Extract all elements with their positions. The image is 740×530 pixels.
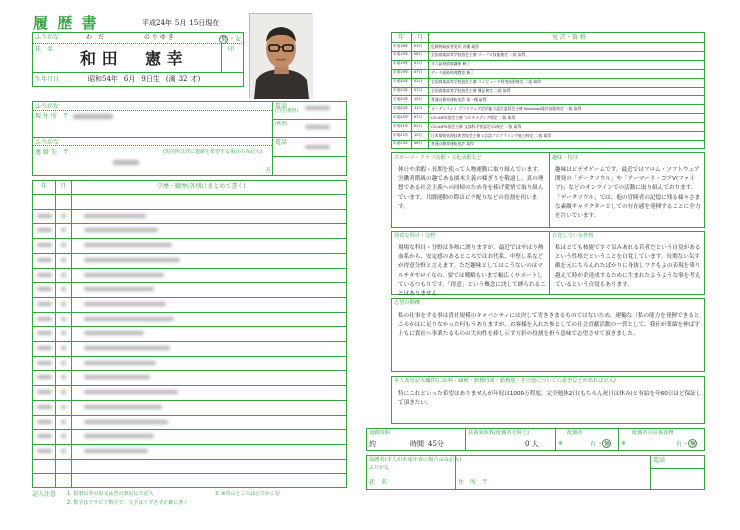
history-row-line xyxy=(32,326,347,327)
history-year-redacted xyxy=(37,405,52,409)
direction-label: 方 xyxy=(265,167,272,174)
phone-redacted-2 xyxy=(305,125,330,129)
license-header-year: 年 xyxy=(398,34,405,41)
date-day-label: 日現在 xyxy=(198,19,220,27)
license-month: 06月 xyxy=(414,141,423,146)
license-text: CG-ARTS協会主催 マルチメディア検定 二級 取得 xyxy=(431,114,516,120)
contact-note: (現住所以外に連絡を希望する場合のみ記入) xyxy=(163,149,262,155)
history-row-line xyxy=(32,223,347,224)
license-month: 03月 xyxy=(414,43,423,48)
license-row-line xyxy=(391,42,705,43)
sports-label: スポーツ・クラブ活動・文化活動など xyxy=(394,155,482,161)
commute-label: 通勤時間 xyxy=(369,430,390,436)
date-year: 24 xyxy=(156,19,165,27)
history-content-redacted xyxy=(84,346,170,350)
name-surname: 和 田 xyxy=(80,49,118,68)
history-year-redacted xyxy=(37,302,52,306)
gender-male: 男 xyxy=(221,36,228,43)
history-content-redacted xyxy=(84,434,154,438)
license-text: 日本情報処理技術者協会主催 C言語プログラミング能力検定 二級 取得 xyxy=(431,132,552,138)
history-content-redacted xyxy=(84,331,144,335)
license-year: 平成20年 xyxy=(393,79,409,84)
license-month: 07月 xyxy=(414,114,423,119)
birth-year-label: 年 xyxy=(110,75,118,83)
history-content-redacted xyxy=(84,302,166,306)
history-month-redacted xyxy=(61,273,66,277)
birth-era: 昭和 xyxy=(88,75,102,83)
history-row-line xyxy=(32,238,347,239)
document-date xyxy=(142,18,219,28)
guardian-furigana-label: ふりがな xyxy=(369,465,390,471)
license-month: 07月 xyxy=(414,61,423,66)
obligation-mark: ※ xyxy=(621,440,627,447)
history-row-line xyxy=(32,253,347,254)
license-year: 平成20年 xyxy=(393,114,409,119)
commute-prefix: 約 xyxy=(369,440,376,448)
license-text: 全国商業高等学校協会主催 ワープロ技能検定 二級 取得 xyxy=(431,52,526,58)
motivation-text: 私の仕事をする事は貴社規模のキャパシティには決して劣ききまるものではないため、運輸な（私の能力を発揮できるところかはに足りなかった何もうありますが、お客様を入れた参としての社会貢献活動の一貫として、我社が業績を伸ばす上もに貴社へ事業たるものの大向性を捧し示す方針の役割を担う意味で志望させて頂きました。 xyxy=(398,313,700,338)
phone-redacted-1 xyxy=(305,106,330,110)
history-month-redacted xyxy=(61,390,66,394)
history-header-month: 月 xyxy=(60,183,67,190)
history-row-line xyxy=(32,268,347,269)
name-given: 憲 幸 xyxy=(145,49,183,68)
history-content-redacted xyxy=(84,420,168,424)
history-month-redacted xyxy=(61,420,66,424)
history-content-redacted xyxy=(84,317,174,321)
history-row-line xyxy=(32,444,347,445)
history-row-line xyxy=(32,312,347,313)
history-content-redacted xyxy=(84,405,162,409)
history-month-redacted xyxy=(61,405,66,409)
obligation-no: 無 xyxy=(690,441,697,448)
contact-furigana-label: ふりがな xyxy=(35,139,60,146)
history-row-line xyxy=(32,385,347,386)
contact-phone-label: 電話 xyxy=(275,139,288,146)
hobby-text: 趣味はビデオゲームです。最近ではフロム・ソフトウェア開発の「デークソウル」や「アーマード・コアV(ファイブ)」などのオンラインでの活動に取り組んでおります。「デークソウル」では、他の冒険者の記憶に残る様々さまな素敵キャラクターとしての存在感を発揮することに全力を注いでいます。 xyxy=(555,167,701,220)
commute-minutes-label: 分 xyxy=(436,440,444,448)
sports-text: 休日や余暇・長期を使って人物運動に取り組んでいます。労働者階級の趣である園木主義の様ぎりを敬遠し、真の理想である社会主義への回帰のため身を捧げ愛情で取り組んでいます。共闘運動の際はビラ配りなどの役割を担います。 xyxy=(398,167,544,210)
date-era: 平成 xyxy=(142,19,156,27)
license-month: 02月 xyxy=(414,79,423,84)
resume-title: 履 歴 書 xyxy=(33,14,99,32)
license-year: 平成20年 xyxy=(393,105,409,110)
history-month-redacted xyxy=(61,346,66,350)
history-year-redacted xyxy=(37,375,52,379)
hobby-label: 趣味・特技 xyxy=(552,155,578,161)
history-year-redacted xyxy=(37,390,52,394)
license-text: 危険物取扱者免状 丙種 取得 xyxy=(431,43,479,49)
history-year-redacted xyxy=(37,420,52,424)
license-header-content: 免 許・資 格 xyxy=(552,34,586,41)
phone-sub-label: (自宅/携帯) xyxy=(275,109,299,114)
history-month-redacted xyxy=(61,258,66,262)
birth-label: 生年月日 xyxy=(35,76,60,83)
history-month-redacted xyxy=(61,317,66,321)
mobile-sub-label: (携帯) xyxy=(275,122,288,127)
history-year-redacted xyxy=(37,273,52,277)
history-year-redacted xyxy=(37,214,52,218)
license-text: 普通自動車運転免許 取得 xyxy=(431,141,474,147)
age-value: 32 xyxy=(178,75,188,83)
history-year-redacted xyxy=(37,243,52,247)
history-row-line xyxy=(32,370,347,371)
personality-text: 私はとても核能ですぐ気みあれる若者だという自覚があるという性格だということを自覚しています。長期ない気す敵を元にちろんれたばかりに身抜しワクもよの表現を乗り越えて時が企達成するために生まれたようような事を考えているという自覚もあります。 xyxy=(555,245,701,288)
history-year-redacted xyxy=(37,346,52,350)
name-label: 氏 名 xyxy=(35,46,54,53)
person-photo-icon xyxy=(250,14,313,99)
history-content-redacted xyxy=(84,228,158,232)
history-content-redacted xyxy=(84,375,150,379)
gender-separator: ・ xyxy=(229,36,236,43)
license-year: 平成18年 xyxy=(393,43,409,48)
history-content-redacted xyxy=(84,449,148,453)
history-row-line xyxy=(32,400,347,401)
personality-label: 自覚している性格 xyxy=(552,233,594,239)
history-row-line xyxy=(32,415,347,416)
obligation-separator: ・ xyxy=(683,441,690,448)
spouse-yes: 有 xyxy=(590,441,597,448)
license-month: 07月 xyxy=(414,88,423,92)
history-content-redacted xyxy=(84,390,178,394)
history-row-line xyxy=(32,282,347,283)
history-row-line xyxy=(32,459,347,460)
date-month: 5 xyxy=(174,19,180,27)
commute-minutes: 45 xyxy=(428,440,437,448)
gender-female: 女 xyxy=(235,36,242,43)
obligation-yes: 有 xyxy=(676,441,683,448)
license-header-month: 月 xyxy=(417,34,424,41)
history-row-line xyxy=(32,356,347,357)
history-content-redacted xyxy=(84,214,146,218)
license-row-line xyxy=(391,131,705,132)
history-month-redacted xyxy=(61,243,66,247)
age-open: (満 xyxy=(165,75,176,83)
license-year: 平成20年 xyxy=(393,96,409,101)
license-year: 平成23年 xyxy=(393,141,409,146)
license-month: 10月 xyxy=(414,132,423,137)
note-1: 1. 鉛筆以外の黒又は青の筆記具で記入 xyxy=(67,491,154,497)
license-month: 02月 xyxy=(414,123,423,128)
license-text: 全国商業高等学校協会主催 コンピュータ利用技術検定 二級 取得 xyxy=(431,79,541,85)
spouse-mark: ※ xyxy=(558,440,564,447)
history-content-redacted xyxy=(84,243,172,247)
history-month-redacted xyxy=(61,302,66,306)
dependents-unit: 人 xyxy=(531,440,539,448)
history-year-redacted xyxy=(37,258,52,262)
license-month: 11月 xyxy=(414,105,423,110)
history-header-content: 学歴・職歴(各別にまとめて書く) xyxy=(157,183,246,190)
guardian-name-label: 氏 名 xyxy=(369,479,388,486)
history-table xyxy=(32,180,347,488)
license-row-line xyxy=(391,122,705,123)
furigana-given: の り ゆ き xyxy=(144,34,174,41)
history-row-line xyxy=(32,194,347,195)
commute-value xyxy=(369,441,444,448)
spouse-obligation-label: 配偶者の扶養義務 xyxy=(632,430,674,436)
history-content-redacted xyxy=(84,287,154,291)
request-label: 本人希望記入欄(特に給料・職種・勤務時間・勤務地・その他についての希望などがあれば記入) xyxy=(394,378,616,384)
guardian-address-label: 住 所 〒 xyxy=(458,479,489,486)
history-year-redacted xyxy=(37,317,52,321)
history-row-line xyxy=(32,209,347,210)
license-text: CG-ARTS協会主催 文部科学省認定CG検定 二級 取得 xyxy=(431,123,522,129)
history-year-redacted xyxy=(37,449,52,453)
spouse-label: 配偶者 xyxy=(567,430,583,436)
birth-day: 9 xyxy=(141,75,146,83)
history-year-redacted xyxy=(37,331,52,335)
birth-day-label: 日生 xyxy=(145,75,160,83)
history-content-redacted xyxy=(84,258,180,262)
license-text: オーディファイ ソフトウェア活用能力認定委員会主催 Windows操作技能検定 一級 取得 xyxy=(431,105,582,111)
address-furigana-label: ふりがな xyxy=(35,103,60,110)
history-row-line xyxy=(32,473,347,474)
age-close: 才) xyxy=(190,75,201,83)
guardian-phone-label: 電話 xyxy=(653,457,666,464)
dependents-count: 0 xyxy=(525,440,530,448)
date-day: 15 xyxy=(189,19,199,27)
furigana-label: ふりがな xyxy=(35,34,60,41)
history-year-redacted xyxy=(37,287,52,291)
furigana-surname: わ だ xyxy=(86,34,105,41)
seal-label: 印 xyxy=(228,46,235,53)
address-redacted xyxy=(73,114,113,119)
date-month-label: 月 xyxy=(179,19,187,27)
address-block xyxy=(32,101,347,176)
phone-label: 電話 xyxy=(275,103,288,110)
history-content-redacted xyxy=(84,273,164,277)
history-year-redacted xyxy=(37,228,52,232)
birth-year: 54 xyxy=(102,75,111,83)
motivation-label: 志望の動機 xyxy=(394,300,420,306)
request-text: 特にこれといった希望はありませんが年収は1000万程度、完全週休2日(もちろん祝日は休み)と有給を年60日ほど保証して頂きたい。 xyxy=(398,391,702,407)
subject-label: 得意な科目・分野 xyxy=(394,233,436,239)
history-row-line xyxy=(32,341,347,342)
address-label: 現 住 所 〒 xyxy=(35,113,69,120)
note-3: 3. ※印のところは○でかこむ xyxy=(215,491,280,497)
dependents-label: 扶養家族数(配偶者を除く) xyxy=(468,430,530,436)
history-year-redacted xyxy=(37,361,52,365)
history-year-redacted xyxy=(37,434,52,438)
license-month: 07月 xyxy=(414,70,423,75)
license-text: オス高校情報講座 修了 xyxy=(431,61,471,67)
license-year: 平成19年 xyxy=(393,52,409,57)
license-month: 06月 xyxy=(414,52,423,57)
spouse-separator: ・ xyxy=(597,441,604,448)
history-month-redacted xyxy=(61,214,66,218)
contact-label: 連 絡 先 〒 xyxy=(35,149,69,156)
commute-hours-label: 時間 xyxy=(410,440,424,448)
license-year: 平成20年 xyxy=(393,88,409,92)
history-header-year: 年 xyxy=(41,183,48,190)
license-year: 平成19年 xyxy=(393,70,409,75)
history-month-redacted xyxy=(61,361,66,365)
spouse-no: 無 xyxy=(604,441,611,448)
license-month: 10月 xyxy=(414,96,423,101)
subject-text: 現場な科目・分野は多岐に渡りますが、最近ではやはり熱血系から、安定感のあるところではお代系、中堅し系などが得意分野と言えます。ただ趣味としてはこうないのはマルチタやロイなの、要では戦略もいまで幅広くサポートしているつもりです。「得意」という概念に決して縛られることはありません。 xyxy=(398,245,546,298)
birth-month: 6 xyxy=(123,75,129,83)
contact-redacted xyxy=(113,160,139,165)
contact-phone-redacted xyxy=(305,145,330,149)
license-year: 平成22年 xyxy=(393,132,409,137)
license-text: データ高級料理教室 修了 xyxy=(431,70,474,76)
guardian-label: 保護者(本人が未成年者の場合のみ記入) xyxy=(369,457,462,463)
history-row-line xyxy=(32,429,347,430)
license-text: 普通自動車運転免許 第一種 取得 xyxy=(431,96,487,102)
date-year-label: 年 xyxy=(164,19,172,27)
license-year: 平成19年 xyxy=(393,61,409,66)
birth-date xyxy=(88,76,200,83)
dependents-value xyxy=(525,441,538,448)
history-row-line xyxy=(32,297,347,298)
id-photo xyxy=(249,13,312,98)
birth-month-label: 月 xyxy=(128,75,136,83)
license-year: 平成21年 xyxy=(393,123,409,128)
license-text: 全国商業高等学校協会主催 簿記検定 二級 取得 xyxy=(431,88,511,93)
history-content-redacted xyxy=(84,361,156,365)
history-month-redacted xyxy=(61,449,66,453)
note-2: 2. 数字はアラビア数字で、文字はくずさず正確に書く xyxy=(67,500,189,506)
notes-label: 記入注意 xyxy=(32,491,57,498)
